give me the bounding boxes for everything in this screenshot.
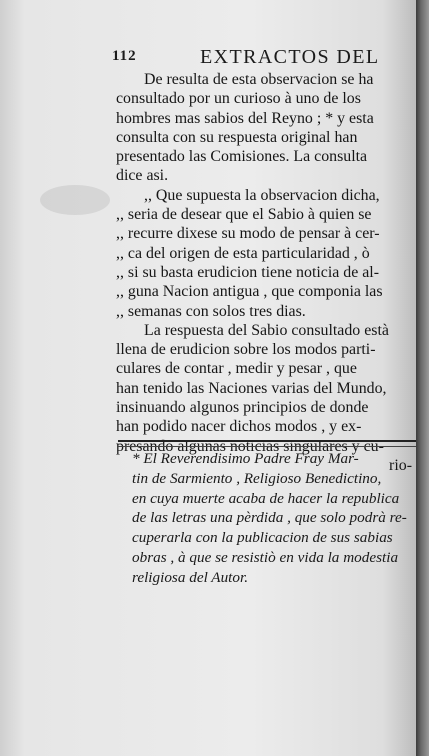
text-line: han podido nacer dichos modos , y ex- xyxy=(116,418,362,436)
running-head: EXTRACTOS DEL xyxy=(200,46,380,68)
text-line: culares de contar , medir y pesar , que xyxy=(116,360,357,378)
text-line: consulta con su respuesta original han xyxy=(116,128,358,146)
text-line: presentado las Comisiones. La consulta xyxy=(116,148,368,166)
quote-line: ,, si su basta erudicion tiene noticia de al- xyxy=(116,263,379,281)
footnote-line: de las letras una pèrdida , que solo podrà re- xyxy=(132,509,407,527)
footnote-line: tin de Sarmiento , Religioso Benedictino, xyxy=(132,469,382,487)
page-edge-shadow xyxy=(416,0,429,756)
page-header xyxy=(112,46,402,68)
text-line: insinuando algunos principios de donde xyxy=(116,399,369,417)
quote-line: ,, Que supuesta la observacion dicha, xyxy=(144,186,380,204)
footnote-line: cuperarla con la publicacion de sus sabias xyxy=(132,529,393,547)
page-number: 112 xyxy=(112,48,137,64)
text-line: De resulta de esta observacion se ha xyxy=(144,71,374,88)
text-line: La respuesta del Sabio consultado està xyxy=(144,321,389,339)
text-line: hombres mas sabios del Reyno ; * y esta xyxy=(116,109,374,127)
footnote-rule xyxy=(118,440,416,447)
footnote xyxy=(132,449,416,588)
quote-line: ,, seria de desear que el Sabio à quien se xyxy=(116,206,372,224)
page-stain xyxy=(40,185,110,215)
main-text xyxy=(116,70,416,475)
footnote-line: obras , à que se resistiò en vida la modestia xyxy=(132,548,399,566)
text-line: presando algunas noticias singulares y cu- xyxy=(116,437,384,455)
footnote-line: religiosa del Autor. xyxy=(132,568,249,586)
footnote-line: en cuya muerte acaba de hacer la republica xyxy=(132,489,400,507)
text-line: han tenido las Naciones varias del Mundo, xyxy=(116,379,387,397)
quote-line: ,, semanas con solos tres dias. xyxy=(116,302,306,320)
catchword: rio- xyxy=(389,456,412,474)
quote-line: ,, guna Nacion antigua , que componia las xyxy=(116,283,383,301)
text-line: llena de erudicion sobre los modos parti- xyxy=(116,341,376,359)
quote-line: ,, ca del origen de esta particularidad , ò xyxy=(116,244,370,262)
quote-line: ,, recurre dixese su modo de pensar à cer- xyxy=(116,225,380,243)
text-line: consultado por un curioso à uno de los xyxy=(116,90,361,108)
footnote-line: * El Reverendisimo Padre Fray Mar- xyxy=(132,450,359,467)
text-line: dice asi. xyxy=(116,167,169,185)
